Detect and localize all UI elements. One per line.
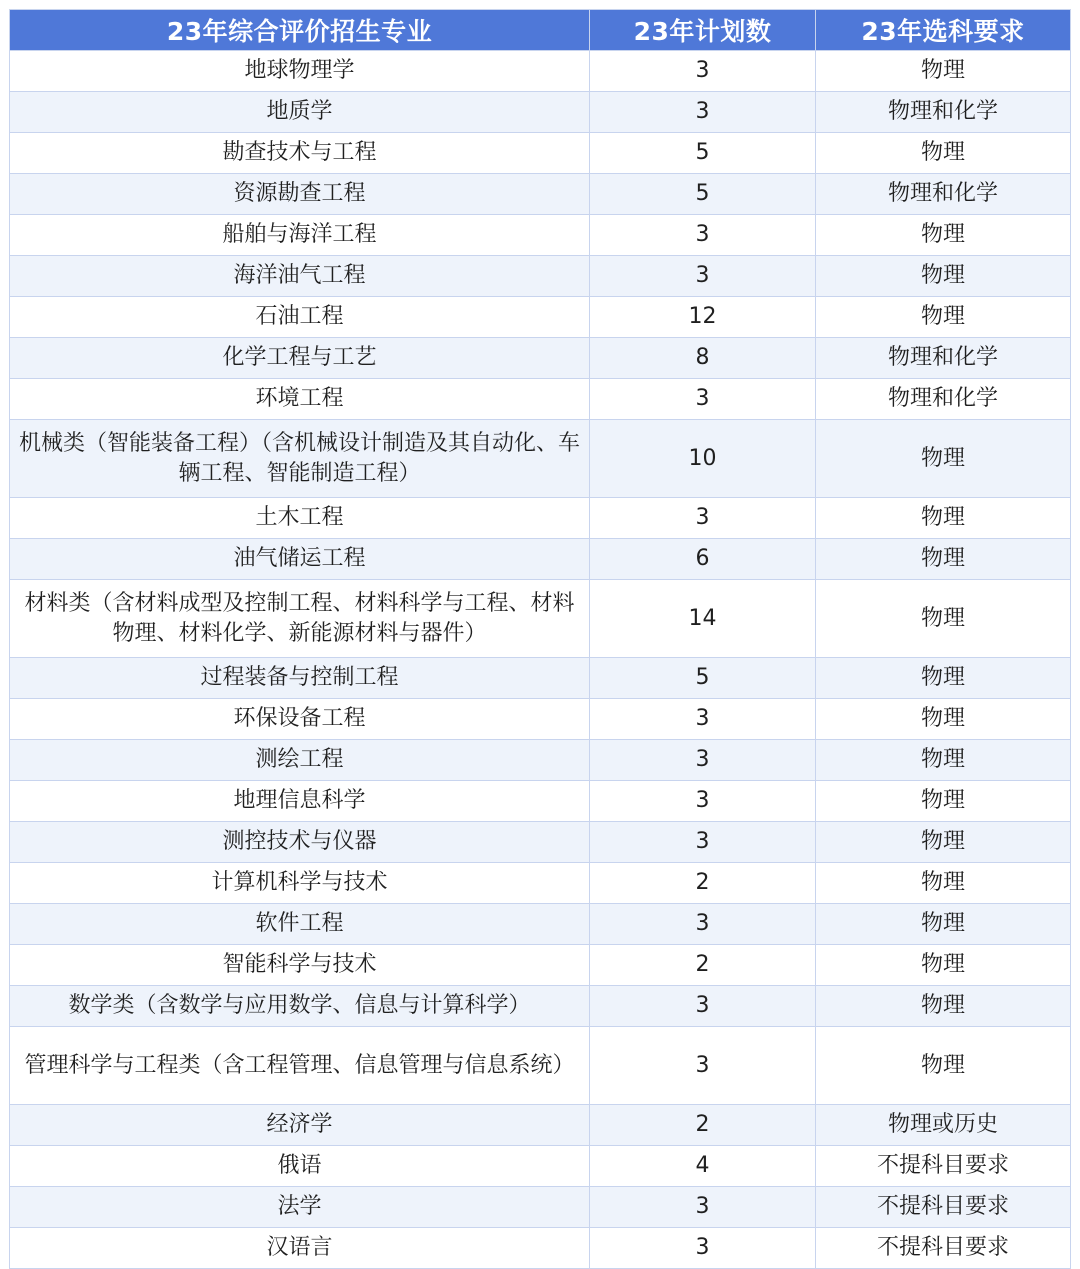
subject-requirement-cell: 物理 [816,215,1071,256]
major-cell: 管理科学与工程类（含工程管理、信息管理与信息系统） [10,1027,590,1105]
major-cell: 俄语 [10,1146,590,1187]
major-cell: 海洋油气工程 [10,256,590,297]
subject-requirement-cell: 物理 [816,51,1071,92]
table-row [10,1187,1071,1228]
major-cell: 地球物理学 [10,51,590,92]
table-row [10,215,1071,256]
subject-requirement-cell: 物理 [816,580,1071,658]
subject-requirement-cell: 物理和化学 [816,338,1071,379]
major-cell: 石油工程 [10,297,590,338]
table-row [10,379,1071,420]
table-row [10,338,1071,379]
table-row [10,1228,1071,1269]
major-cell: 测绘工程 [10,740,590,781]
plan-count-cell: 3 [590,51,816,92]
table-row [10,580,1071,658]
major-cell: 地质学 [10,92,590,133]
subject-requirement-cell: 物理 [816,822,1071,863]
subject-requirement-cell: 物理 [816,904,1071,945]
subject-requirement-cell: 物理 [816,945,1071,986]
subject-requirement-cell: 物理 [816,297,1071,338]
major-cell: 环保设备工程 [10,699,590,740]
table-row [10,781,1071,822]
major-cell: 材料类（含材料成型及控制工程、材料科学与工程、材料物理、材料化学、新能源材料与器件） [10,580,590,658]
major-cell: 土木工程 [10,498,590,539]
table-header [10,10,1071,51]
major-cell: 智能科学与技术 [10,945,590,986]
subject-requirement-cell: 物理 [816,539,1071,580]
plan-count-cell: 3 [590,1027,816,1105]
plan-count-cell: 3 [590,822,816,863]
table-row [10,863,1071,904]
plan-count-cell: 8 [590,338,816,379]
major-cell: 过程装备与控制工程 [10,658,590,699]
subject-requirement-cell: 物理 [816,658,1071,699]
plan-count-cell: 5 [590,133,816,174]
major-cell: 地理信息科学 [10,781,590,822]
table-row [10,92,1071,133]
header-plan-count: 23年计划数 [590,10,816,51]
subject-requirement-cell: 不提科目要求 [816,1228,1071,1269]
subject-requirement-cell: 物理 [816,863,1071,904]
subject-requirement-cell: 物理 [816,699,1071,740]
major-cell: 油气储运工程 [10,539,590,580]
table-row [10,658,1071,699]
plan-count-cell: 3 [590,781,816,822]
plan-count-cell: 6 [590,539,816,580]
plan-count-cell: 3 [590,1228,816,1269]
subject-requirement-cell: 不提科目要求 [816,1187,1071,1228]
table-row [10,1027,1071,1105]
subject-requirement-cell: 物理 [816,498,1071,539]
plan-count-cell: 3 [590,92,816,133]
major-cell: 勘查技术与工程 [10,133,590,174]
plan-count-cell: 3 [590,256,816,297]
subject-requirement-cell: 物理 [816,420,1071,498]
table-row [10,51,1071,92]
major-cell: 经济学 [10,1105,590,1146]
table-row [10,740,1071,781]
table-row [10,1105,1071,1146]
major-cell: 船舶与海洋工程 [10,215,590,256]
table-row [10,420,1071,498]
plan-count-cell: 3 [590,740,816,781]
subject-requirement-cell: 物理 [816,781,1071,822]
subject-requirement-cell: 物理 [816,1027,1071,1105]
major-cell: 法学 [10,1187,590,1228]
plan-count-cell: 2 [590,945,816,986]
plan-count-cell: 3 [590,986,816,1027]
major-cell: 汉语言 [10,1228,590,1269]
plan-count-cell: 3 [590,1187,816,1228]
subject-requirement-cell: 物理 [816,256,1071,297]
plan-count-cell: 3 [590,699,816,740]
plan-count-cell: 5 [590,174,816,215]
table-body [10,51,1071,1269]
plan-count-cell: 2 [590,863,816,904]
header-major: 23年综合评价招生专业 [10,10,590,51]
subject-requirement-cell: 物理或历史 [816,1105,1071,1146]
table-row [10,539,1071,580]
admission-plan-table-container [9,9,1070,1269]
header-subject-requirement: 23年选科要求 [816,10,1071,51]
major-cell: 数学类（含数学与应用数学、信息与计算科学） [10,986,590,1027]
plan-count-cell: 5 [590,658,816,699]
subject-requirement-cell: 物理和化学 [816,92,1071,133]
subject-requirement-cell: 物理 [816,133,1071,174]
major-cell: 资源勘查工程 [10,174,590,215]
subject-requirement-cell: 物理和化学 [816,174,1071,215]
subject-requirement-cell: 物理 [816,986,1071,1027]
table-row [10,945,1071,986]
major-cell: 软件工程 [10,904,590,945]
plan-count-cell: 4 [590,1146,816,1187]
plan-count-cell: 14 [590,580,816,658]
plan-count-cell: 10 [590,420,816,498]
table-row [10,1146,1071,1187]
subject-requirement-cell: 不提科目要求 [816,1146,1071,1187]
major-cell: 测控技术与仪器 [10,822,590,863]
table-row [10,297,1071,338]
header-row [10,10,1071,51]
table-row [10,986,1071,1027]
table-row [10,256,1071,297]
table-row [10,174,1071,215]
plan-count-cell: 12 [590,297,816,338]
plan-count-cell: 2 [590,1105,816,1146]
plan-count-cell: 3 [590,215,816,256]
plan-count-cell: 3 [590,498,816,539]
subject-requirement-cell: 物理和化学 [816,379,1071,420]
plan-count-cell: 3 [590,904,816,945]
major-cell: 机械类（智能装备工程）（含机械设计制造及其自动化、车辆工程、智能制造工程） [10,420,590,498]
table-row [10,133,1071,174]
major-cell: 环境工程 [10,379,590,420]
plan-count-cell: 3 [590,379,816,420]
subject-requirement-cell: 物理 [816,740,1071,781]
table-row [10,904,1071,945]
major-cell: 化学工程与工艺 [10,338,590,379]
major-cell: 计算机科学与技术 [10,863,590,904]
table-row [10,699,1071,740]
admission-plan-table [9,9,1071,1269]
table-row [10,822,1071,863]
table-row [10,498,1071,539]
